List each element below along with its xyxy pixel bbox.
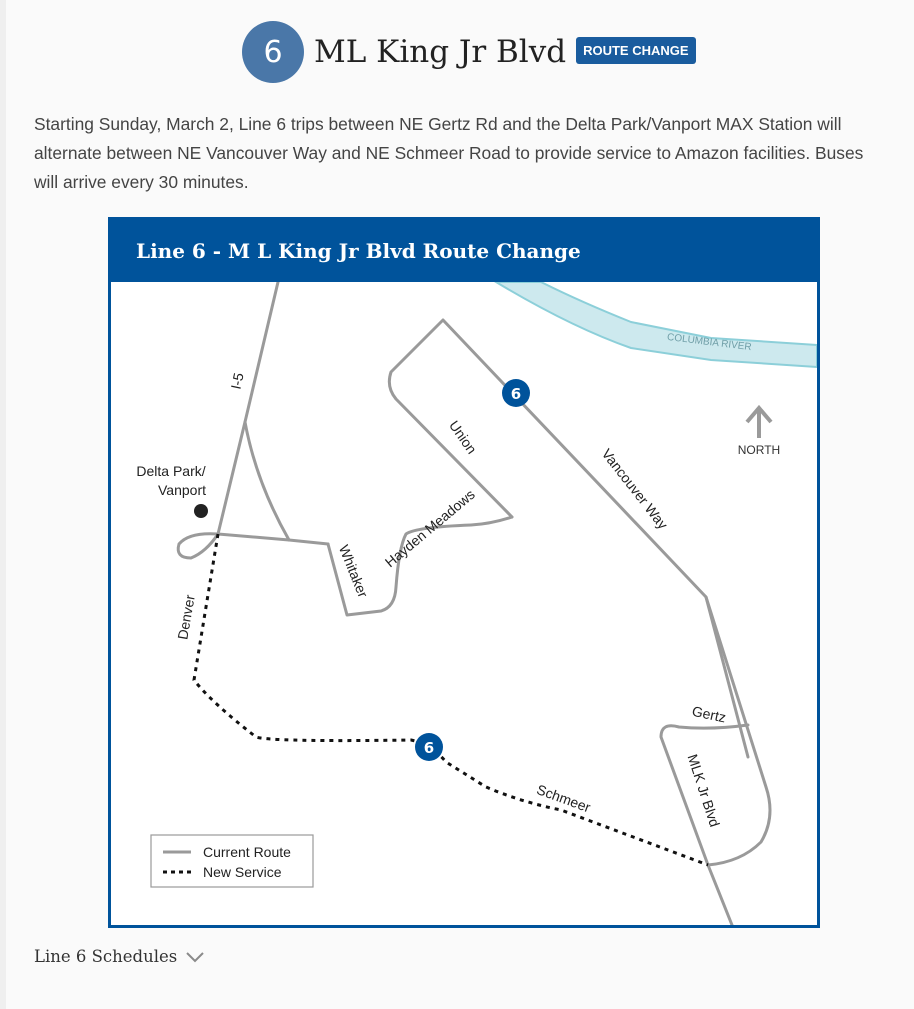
union-label: Union bbox=[446, 417, 481, 457]
route-marker-top-label: 6 bbox=[510, 385, 522, 403]
route-change-description: Starting Sunday, March 2, Line 6 trips between NE Gertz Rd and the Delta Park/Vanport MAX Station will alternate between NE Vancouver Way and NE Schmeer Road to provide service to Amazon facilities. Buses will arrive every 30 minutes. bbox=[34, 114, 864, 192]
map-legend bbox=[151, 835, 313, 887]
left-margin-rule bbox=[0, 0, 6, 1009]
north-label: NORTH bbox=[737, 443, 781, 457]
station-label-line1: Delta Park/ bbox=[136, 463, 206, 479]
gertz-label: Gertz bbox=[690, 702, 728, 726]
station-road bbox=[218, 534, 328, 544]
station-dot bbox=[194, 504, 208, 518]
denver-label: Denver bbox=[174, 593, 198, 641]
i5-road bbox=[218, 282, 278, 534]
schmeer-label: Schmeer bbox=[534, 781, 593, 816]
new-service-route bbox=[194, 534, 708, 865]
route-marker-bottom-label: 6 bbox=[423, 739, 435, 757]
union-vancouver-road bbox=[389, 320, 748, 757]
hayden-meadows-label: Hayden Meadows bbox=[381, 486, 478, 571]
route-change-badge: ROUTE CHANGE bbox=[576, 37, 695, 64]
vancouver-way-label: Vancouver Way bbox=[598, 445, 672, 533]
line-schedules-toggle[interactable] bbox=[34, 947, 205, 966]
route-header bbox=[242, 21, 696, 83]
whitaker-label: Whitaker bbox=[335, 542, 372, 600]
map-canvas bbox=[111, 282, 817, 925]
mlk-label: MLK Jr Blvd bbox=[684, 752, 724, 829]
line-schedules-label: Line 6 Schedules bbox=[34, 947, 178, 966]
chevron-down-icon bbox=[185, 951, 205, 963]
map-title: Line 6 - M L King Jr Blvd Route Change bbox=[136, 239, 581, 263]
i5-ramp bbox=[245, 422, 289, 540]
station-label-line2: Vanport bbox=[158, 482, 206, 498]
river-label: COLUMBIA RIVER bbox=[666, 331, 753, 354]
mlk-road bbox=[706, 597, 770, 925]
i5-label: I-5 bbox=[227, 371, 247, 391]
legend-current-route-label: Current Route bbox=[203, 844, 291, 860]
route-change-map bbox=[108, 217, 820, 928]
columbia-river bbox=[496, 282, 817, 367]
page-title: ML King Jr Blvd bbox=[314, 34, 567, 70]
legend-new-service-label: New Service bbox=[203, 864, 282, 880]
north-arrow-icon bbox=[747, 408, 771, 438]
route-number-circle: 6 bbox=[242, 21, 304, 83]
delta-park-loop bbox=[178, 534, 218, 558]
